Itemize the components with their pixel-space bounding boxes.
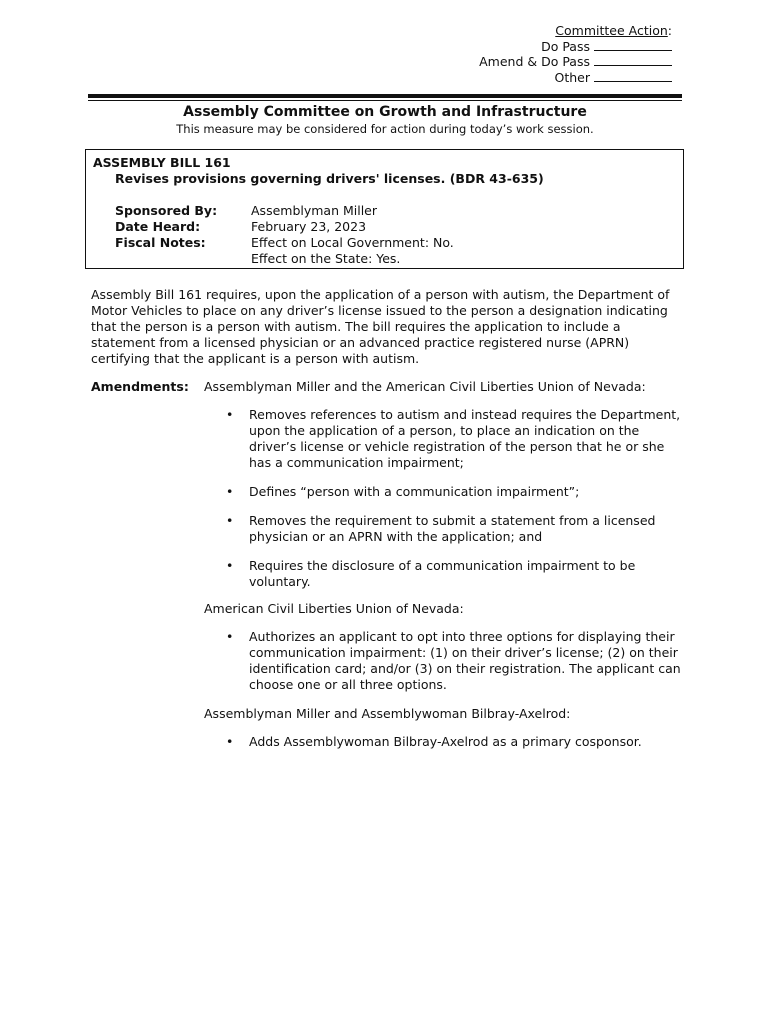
bullet-icon: • — [226, 629, 234, 644]
fiscal-state-row — [115, 251, 454, 267]
fiscal-notes-row — [115, 235, 454, 251]
amendment-text: Adds Assemblywoman Bilbray-Axelrod as a primary cosponsor. — [249, 734, 642, 749]
fiscal-state-value: Effect on the State: Yes. — [251, 251, 401, 266]
do-pass-label: Do Pass — [541, 38, 590, 54]
other-label: Other — [554, 69, 590, 85]
committee-action-colon: : — [667, 23, 672, 38]
committee-title: Assembly Committee on Growth and Infrastructure — [183, 104, 587, 120]
list-item — [204, 484, 686, 500]
amend-do-pass-blank — [594, 54, 672, 66]
amendments-label: Amendments: — [91, 379, 189, 394]
date-heard-row — [115, 219, 454, 235]
work-session-notice: This measure may be considered for action during today’s work session. — [176, 122, 594, 136]
fiscal-state-spacer — [115, 251, 251, 267]
header-rule-thin — [88, 100, 682, 101]
fiscal-notes-label: Fiscal Notes: — [115, 235, 206, 250]
amend-do-pass-label: Amend & Do Pass — [479, 54, 590, 70]
other-blank — [594, 70, 672, 82]
list-item — [204, 734, 686, 750]
do-pass-blank — [594, 39, 672, 51]
sponsored-by-row — [115, 203, 454, 219]
amendment-text: Authorizes an applicant to opt into three options for displaying their communication impairment: (1) on their driver’s license; (2) on their identification card; and/or (3) on their registration. The applicant can choose one or all three options. — [249, 629, 681, 692]
list-item — [204, 558, 686, 590]
bill-meta — [115, 203, 454, 267]
amendment-text: Removes references to autism and instead requires the Department, upon the application of a person, to place an indication on the driver’s license or vehicle registration of the person that he or she has a communication impairment; — [249, 407, 681, 470]
amendment-group-heading: Assemblyman Miller and Assemblywoman Bilbray-Axelrod: — [204, 706, 571, 721]
amendment-group-heading: Assemblyman Miller and the American Civil Liberties Union of Nevada: — [204, 379, 646, 394]
committee-action-block — [479, 23, 672, 85]
bullet-icon: • — [226, 407, 234, 422]
bill-title: Revises provisions governing drivers' licenses. (BDR 43-635) — [115, 171, 544, 186]
amendment-text: Requires the disclosure of a communication impairment to be voluntary. — [249, 558, 636, 589]
amendment-text: Defines “person with a communication impairment”; — [249, 484, 580, 499]
bullet-icon: • — [226, 513, 234, 528]
sponsored-by-label: Sponsored By: — [115, 203, 218, 218]
amendment-list — [204, 407, 686, 603]
bullet-icon: • — [226, 558, 234, 573]
header-rule-thick — [88, 94, 682, 98]
date-heard-label: Date Heard: — [115, 219, 201, 234]
bill-number: ASSEMBLY BILL 161 — [93, 155, 231, 170]
amendment-group-heading: American Civil Liberties Union of Nevada: — [204, 601, 464, 616]
do-pass-line — [479, 39, 672, 55]
bullet-icon: • — [226, 484, 234, 499]
committee-action-label: Committee Action — [555, 23, 668, 38]
list-item — [204, 629, 686, 693]
other-line — [479, 70, 672, 86]
bill-info-box — [85, 149, 684, 269]
amend-do-pass-line — [479, 54, 672, 70]
amendment-list — [204, 734, 686, 763]
amendment-list — [204, 629, 686, 706]
bullet-icon: • — [226, 734, 234, 749]
sponsored-by-value: Assemblyman Miller — [251, 203, 378, 218]
amendment-text: Removes the requirement to submit a statement from a licensed physician or an APRN with the application; and — [249, 513, 656, 544]
date-heard-value: February 23, 2023 — [251, 219, 367, 234]
committee-action-heading — [479, 23, 672, 39]
list-item — [204, 407, 686, 471]
fiscal-local-value: Effect on Local Government: No. — [251, 235, 454, 250]
bill-summary: Assembly Bill 161 requires, upon the application of a person with autism, the Department of Motor Vehicles to place on any driver’s license issued to the person a designation indicating that the person is a person with autism. The bill requires the application to include a statement from a licensed physician or an advanced practice registered nurse (APRN) certifying that the applicant is a person with autism. — [91, 287, 670, 366]
list-item — [204, 513, 686, 545]
